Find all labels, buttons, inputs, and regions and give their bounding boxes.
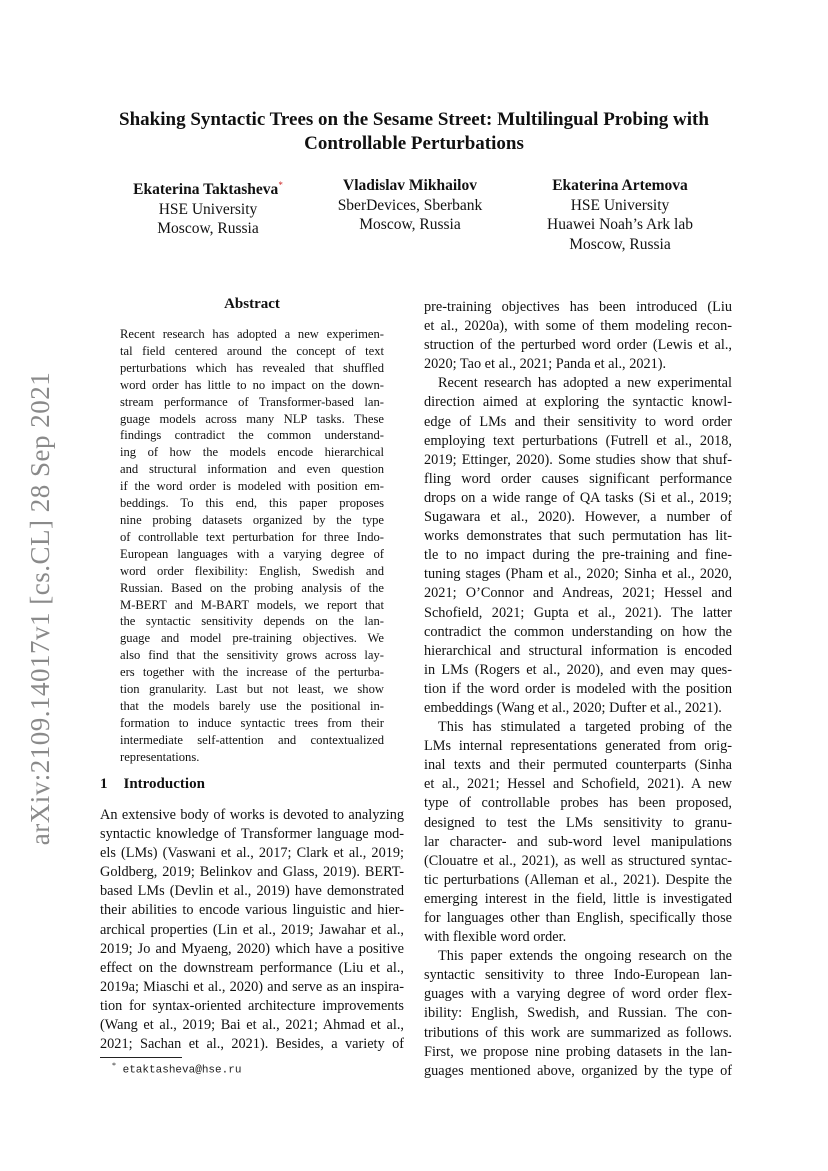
paragraph-line: (Clouatre et al., 2021), as well as structured syntac- [424,852,732,869]
intro-line: tion for syntax-oriented architecture improvements [100,997,404,1014]
author-3-affil-2: Huawei Noah’s Ark lab [547,216,693,233]
footnote [112,1061,241,1077]
author-3 [520,176,720,254]
abstract-line: beddings. To this end, this paper proposes [120,496,384,511]
intro-line: based LMs (Devlin et al., 2019) have demonstrated [100,883,404,900]
paragraph-line: tle to no impact during the pre-training and fine- [424,547,732,564]
paragraph-line: fling word order causes significant performance [424,470,732,487]
intro-line: els (LMs) (Vaswani et al., 2017; Clark et al., 2019; [100,845,404,862]
paragraph-line: Sugawara et al., 2020). However, a number of [424,509,732,526]
abstract-line: that the models barely use the positional in- [120,698,384,713]
abstract-line: word order has little to no impact on the down- [120,377,384,392]
abstract-heading: Abstract [224,296,280,312]
abstract-line: the syntactic sensitivity depends on the lan- [120,614,384,629]
arxiv-identifier-stamp [20,368,62,848]
paragraph-line: 2019; Ettinger, 2020). Some studies show that shuf- [424,451,732,468]
abstract-line: guage models across many NLP tasks. These [120,411,384,426]
paragraph-line: guages mentioned above, organized by the type of [424,1062,732,1079]
abstract-line: if the word order is modeled with position em- [120,479,384,494]
paragraph-line: guages with a varying degree of word order flex- [424,986,732,1003]
paragraph [424,718,732,947]
paragraph-line: contradict the common understanding on how the [424,623,732,640]
paragraph-line: tuning stages (Pham et al., 2020; Sinha et al., 2020, [424,566,732,583]
author-3-affil-1: HSE University [570,196,670,214]
intro-line: syntactic knowledge of Transformer language mod- [100,826,404,843]
paragraph-line: edge of LMs and their sensitivity to word order [424,413,732,430]
abstract-line: nine probing datasets organized by the type [120,512,384,527]
arxiv-id-text: arXiv:2109.14017v1 [cs.CL] 28 Sep 2021 [25,371,56,845]
abstract-line: Recent research has adopted a new experimen- [120,327,384,341]
paragraph-line: in LMs (Rogers et al., 2020), and even may ques- [424,661,732,678]
section-title: Introduction [123,776,205,792]
abstract-line: ers together with the increase of the perturba- [120,665,384,680]
paragraph-line: Schofield, 2021; Gupta et al., 2021). The latter [424,604,732,621]
paper-title [80,108,748,156]
footnote-mark: * [112,1061,116,1070]
paragraph [424,298,732,374]
paragraph [424,947,732,1081]
abstract-line: Russian. Based on the probing analysis of the [120,580,384,595]
intro-line: 2019a; Miaschi et al., 2020) and serve as an inspira- [100,978,404,995]
paragraph-line: et al., 2021; Hessel and Schofield, 2021). A new [424,776,732,793]
paragraph-line: tic perturbations (Alleman et al., 2021). Despite the [424,871,732,888]
paragraph-line: employing text perturbations (Futrell et al., 2018, [424,432,732,449]
author-3-affil-3: Moscow, Russia [569,235,671,253]
section-number: 1 [100,776,108,792]
paragraph-line: 2021; O’Connor and Andreas, 2021; Hessel and [424,585,732,602]
right-column-text [424,298,732,1081]
paragraph-line: tion if the word order is modeled with the position [424,680,732,697]
intro-line: 2021; Sachan et al., 2021). Besides, a variety of [100,1036,404,1053]
abstract-line: stream performance of Transformer-based lan- [120,394,384,409]
intro-line: their abilities to encode various linguistic and hier- [100,902,404,919]
abstract-line: perturbations which has revealed that shuffled [120,360,384,375]
footnote-email: etaktasheva@hse.ru [122,1064,242,1077]
abstract-line: and structural information and even question [120,462,384,477]
author-1 [118,176,298,239]
paragraph-line: ibility: English, Swedish, and Russian. The con- [424,1005,732,1022]
paragraph-line: struction of the perturbed word order (Lewis et al., [424,337,732,354]
author-1-footnote-mark[interactable]: * [278,180,283,190]
author-1-affil-2: Moscow, Russia [157,220,259,238]
paragraph-line: works demonstrates that such permutation has lit- [424,528,732,545]
paragraph [424,374,732,718]
author-2 [320,176,500,235]
intro-line: (Wang et al., 2019; Bai et al., 2021; Ahmad et al., [100,1017,404,1034]
abstract-line: also find that the sensitivity grows across lay- [120,648,384,663]
paragraph-line: for languages other than English, specifically those [424,910,732,926]
intro-line: archical properties (Lin et al., 2019; Jawahar et al., [100,921,404,938]
abstract-line: M-BERT and M-BART models, we report that [120,597,384,612]
title-line-1: Shaking Syntactic Trees on the Sesame Street: Multilingual Probing with [119,109,709,130]
paragraph-line: tributions of this work are summarized as follows. [424,1024,732,1041]
paragraph-line: syntactic sensitivity to three Indo-European lan- [424,967,732,984]
paragraph-line: type of controllable probes has been proposed, [424,795,732,812]
footnote-rule [100,1057,182,1058]
intro-line: effect on the downstream performance (Liu et al., [100,959,404,976]
abstract-line: European languages with a varying degree of [120,546,384,561]
paragraph-line: with flexible word order. [424,929,567,946]
author-3-name: Ekaterina Artemova [552,177,688,194]
intro-line: An extensive body of works is devoted to analyzing [100,807,404,823]
abstract-body [120,326,384,766]
abstract-line: of controllable text perturbation for three Indo- [120,529,384,544]
paragraph-line: 2020; Tao et al., 2021; Panda et al., 2021). [424,356,667,373]
abstract-line: findings contradict the common understand- [120,428,384,443]
author-block [0,176,828,266]
abstract-line: word order flexibility: English, Swedish and [120,563,384,578]
paragraph-line: First, we propose nine probing datasets in the lan- [424,1043,732,1060]
paragraph-line: inal texts and their permuted counterparts (Sinha [424,757,732,774]
paragraph-line: designed to test the LMs sensitivity to granu- [424,814,732,831]
paragraph-line: et al., 2020a), with some of them modeling recon- [424,318,732,335]
author-1-name: Ekaterina Taktasheva [133,181,279,199]
section-heading [100,776,205,793]
intro-line: 2019; Jo and Myaeng, 2020) which have a positive [100,940,404,957]
abstract-line: tal field centered around the concept of text [120,343,384,358]
abstract-line: formation to induce syntactic trees from their [120,715,384,730]
intro-line: Goldberg, 2019; Belinkov and Glass, 2019). BERT- [100,864,404,881]
title-line-2: Controllable Perturbations [304,133,524,154]
paragraph-line: embeddings (Wang et al., 2020; Dufter et al., 2021). [424,699,722,716]
paragraph-line: hierarchical and structural information is encoded [424,642,732,659]
abstract-line: intermediate self-attention and contextualized [120,732,384,747]
paragraph-line: drops on a wide range of QA tasks (Si et al., 2019; [424,489,732,506]
paragraph-line: LMs internal representations generated from orig- [424,738,732,755]
introduction-paragraph [100,806,404,1054]
author-2-affil-2: Moscow, Russia [359,216,461,233]
paragraph-line: direction aimed at exploring the syntactic knowl- [424,394,732,411]
author-2-affil-1: SberDevices, Sberbank [337,196,483,214]
abstract-line: tion granularity. Last but not least, we show [120,682,384,697]
abstract-line: guage and model pre-training objectives. We [120,631,384,646]
paragraph-line: emerging interest in the field, little is investigated [424,890,732,907]
paragraph-line: This paper extends the ongoing research on the [438,948,732,965]
author-2-name: Vladislav Mikhailov [343,177,477,194]
paragraph-line: This has stimulated a targeted probing of the [438,719,732,736]
abstract-line: ing of how the models encode hierarchical [120,445,384,460]
paragraph-line: pre-training objectives has been introduced (Liu [424,299,732,315]
author-1-affil-1: HSE University [158,200,258,218]
paragraph-line: Recent research has adopted a new experimental [438,375,732,392]
paragraph-line: lar character- and sub-word level manipulations [424,833,732,850]
abstract-line: representations. [120,749,200,764]
